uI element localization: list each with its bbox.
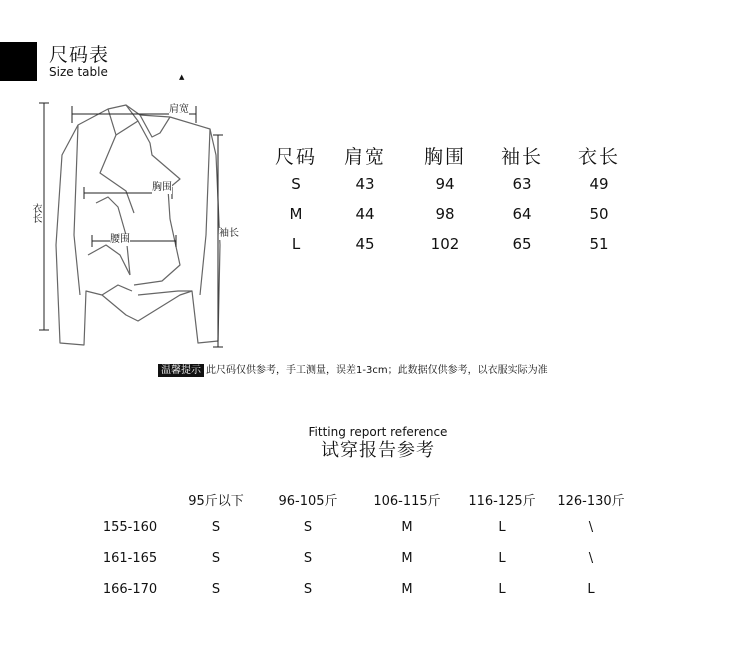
height-label: 166-170: [102, 582, 158, 597]
table-cell: 65: [512, 235, 532, 253]
measurement-tip: [158, 364, 548, 378]
weight-column: 116-125斤: [468, 493, 536, 509]
weight-column: 106-115斤: [373, 493, 441, 509]
tip-text: 此尺码仅供参考，手工测量，误差1-3cm；此数据仅供参考，以衣服实际为准: [206, 365, 548, 376]
table-cell: S: [211, 520, 221, 535]
fitting-header-row: [90, 486, 638, 512]
table-cell: 44: [355, 205, 375, 223]
sleeve-label: 袖长: [219, 228, 239, 239]
chest-label: 胸围: [152, 182, 172, 193]
table-cell: L: [498, 582, 506, 597]
table-cell: L: [498, 520, 506, 535]
page-title: 尺码表: [49, 44, 110, 66]
table-cell: 98: [435, 205, 455, 223]
table-cell: 63: [512, 175, 532, 193]
table-cell: S: [291, 175, 301, 193]
header-shoulder: 肩宽: [343, 146, 386, 168]
table-row: [268, 199, 638, 229]
table-cell: M: [289, 205, 303, 223]
page-subtitle: Size table: [49, 65, 108, 79]
length-label: 衣长: [30, 203, 41, 223]
table-cell: M: [401, 520, 413, 535]
table-cell: S: [303, 582, 313, 597]
header-size: 尺码: [274, 146, 317, 168]
size-table-header: [268, 142, 638, 169]
table-cell: S: [303, 520, 313, 535]
header-block: [0, 42, 37, 81]
height-label: 155-160: [102, 520, 158, 535]
table-row: [90, 512, 638, 543]
table-row: [268, 169, 638, 199]
table-row: [268, 229, 638, 259]
table-cell: S: [211, 551, 221, 566]
table-cell: 45: [355, 235, 375, 253]
table-cell: 94: [435, 175, 455, 193]
table-cell: 51: [589, 235, 609, 253]
table-cell: M: [401, 582, 413, 597]
table-cell: 102: [430, 235, 460, 253]
jacket-diagram: [30, 95, 250, 355]
table-cell: M: [401, 551, 413, 566]
fitting-corner: [90, 486, 170, 512]
table-cell: S: [211, 582, 221, 597]
header-chest: 胸围: [423, 146, 466, 168]
shoulder-width-label: 肩宽: [169, 104, 189, 115]
fitting-title-en: Fitting report reference: [308, 425, 448, 439]
triangle-marker-icon: ▲: [179, 73, 185, 81]
table-row: [90, 574, 638, 605]
table-cell: S: [303, 551, 313, 566]
table-cell: L: [291, 235, 301, 253]
table-cell: L: [498, 551, 506, 566]
table-cell: 49: [589, 175, 609, 193]
table-cell: L: [587, 582, 595, 597]
table-cell: 64: [512, 205, 532, 223]
weight-column: 96-105斤: [278, 493, 338, 509]
weight-column: 95斤以下: [188, 493, 244, 509]
waist-label: 腰围: [110, 234, 130, 245]
table-row: [90, 543, 638, 574]
table-cell: 43: [355, 175, 375, 193]
fitting-title-cn: 试穿报告参考: [321, 440, 435, 461]
table-cell: \: [588, 520, 594, 535]
weight-column: 126-130斤: [557, 493, 625, 509]
header-length: 衣长: [577, 146, 620, 168]
height-label: 161-165: [102, 551, 158, 566]
fitting-table: [90, 486, 638, 605]
table-cell: 50: [589, 205, 609, 223]
header-sleeve: 袖长: [500, 146, 543, 168]
table-cell: \: [588, 551, 594, 566]
size-table: [268, 142, 638, 259]
tip-badge: 温馨提示: [158, 364, 204, 377]
